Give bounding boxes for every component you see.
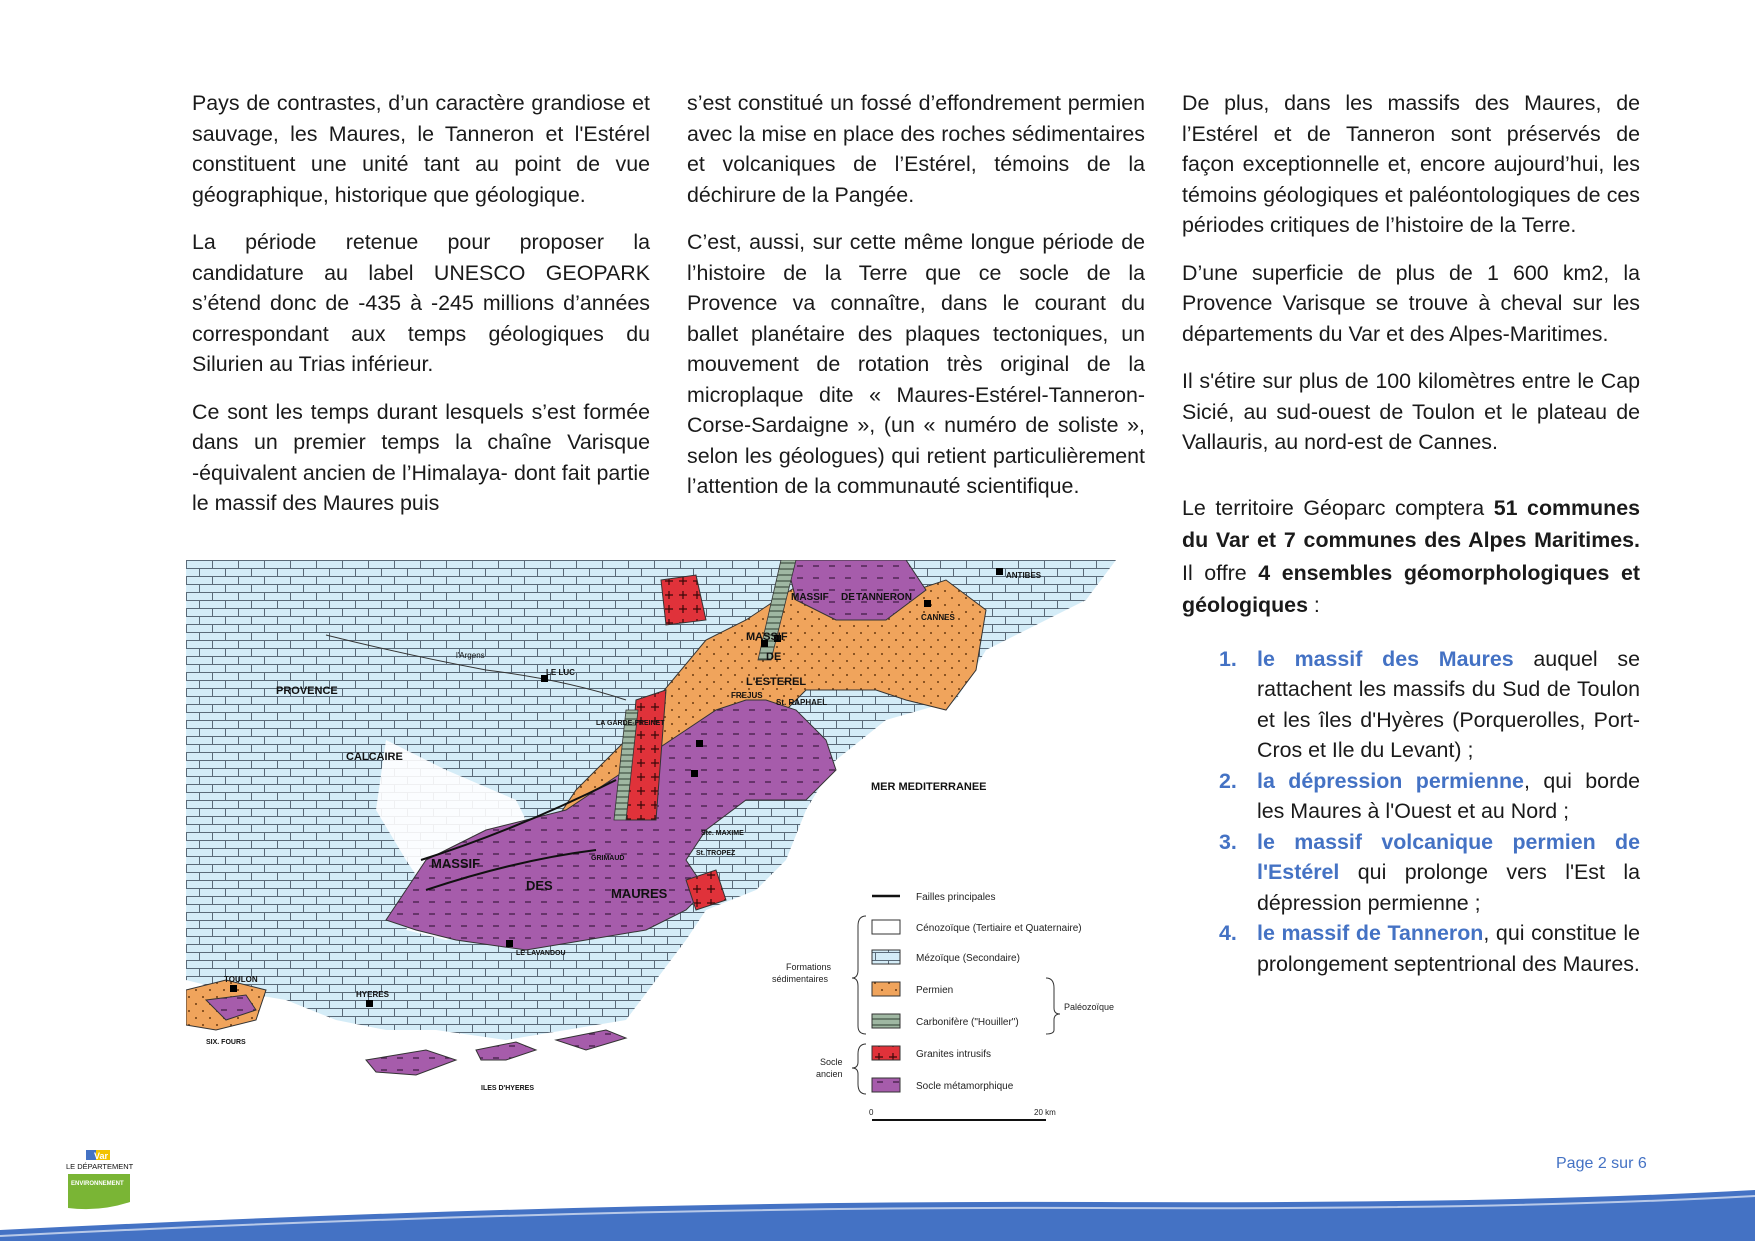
list-highlight: le massif volcanique permien de l'Estérel bbox=[1257, 829, 1640, 884]
legend-label: Granites intrusifs bbox=[916, 1049, 992, 1060]
legend-group-label: Paléozoïque bbox=[1064, 1002, 1115, 1012]
map-label-esterel: MASSIF bbox=[746, 631, 788, 643]
text: Le territoire Géoparc comptera bbox=[1182, 495, 1494, 520]
map-label-toulon: TOULON bbox=[224, 975, 258, 984]
text-bold: 4 ensembles géomorphologiques et géologiques bbox=[1182, 560, 1640, 617]
scale-label: 20 km bbox=[1034, 1108, 1056, 1117]
map-label-hyeres: HYERES bbox=[356, 990, 389, 999]
legend-swatch bbox=[872, 920, 900, 934]
paragraph: D’une superficie de plus de 1 600 km2, la Provence Varisque se trouve à cheval sur les départements du Var et des Alpes-Maritimes. bbox=[1182, 260, 1640, 346]
page-number bbox=[1556, 1155, 1647, 1173]
logo-mid-text: LE DÉPARTEMENT bbox=[66, 1162, 134, 1171]
list-number: 4. bbox=[1219, 921, 1237, 945]
logo-top-text: Var bbox=[94, 1151, 109, 1161]
legend-label: Carbonifère ("Houiller") bbox=[916, 1017, 1019, 1028]
map-label-mer: MER MEDITERRANEE bbox=[871, 781, 987, 793]
city-marker bbox=[230, 985, 237, 992]
paragraph: s’est constitué un fossé d’effondrement permien avec la mise en place des roches sédimentaires et volcaniques de l’Estérel, témoins de la déchirure de la Pangée. bbox=[687, 91, 1145, 207]
city-marker bbox=[691, 770, 698, 777]
list-text: , qui borde les Maures à l'Ouest et au Nord ; bbox=[1257, 768, 1640, 823]
list-text: , qui constitue le prolongement septentrional des Maures. bbox=[1257, 921, 1640, 976]
map-label-grimaud-visible: GRIMAUD bbox=[591, 855, 625, 862]
map-label-esterel: L'ESTEREL bbox=[746, 676, 807, 688]
legend-label: Socle métamorphique bbox=[916, 1081, 1014, 1092]
list-number: 1. bbox=[1219, 646, 1237, 671]
list-number: 2. bbox=[1219, 768, 1237, 793]
map-label-iles-hyeres: ILES D'HYERES bbox=[481, 1085, 535, 1092]
paragraph: C’est, aussi, sur cette même longue période de l’histoire de la Terre que ce socle de la Provence va connaître, dans le courant du ballet planétaire des plaques tectoniques, un mouvement de rotation très original de la microplaque dite « Maures-Estérel-Tanneron-Corse-Sardaigne », (un « numéro de soliste », selon les géologues) qui retient particulièrement l’attention de la communauté scientifique. bbox=[687, 230, 1145, 498]
paragraph: Il s'étire sur plus de 100 kilomètres entre le Cap Sicié, au sud-ouest de Toulon et le plateau de Vallauris, au nord-est de Cannes. bbox=[1182, 369, 1640, 454]
list-text: auquel se rattachent les massifs du Sud de Toulon et les îles d'Hyères (Porquerolles, Port-Cros et Ile du Levant) ; bbox=[1257, 646, 1640, 762]
map-label-provence: PROVENCE bbox=[276, 685, 338, 697]
text-column-3 bbox=[1182, 88, 1640, 979]
map-label-maures: MASSIF bbox=[431, 856, 481, 871]
map-label-maures: MAURES bbox=[611, 886, 668, 901]
city-marker bbox=[506, 940, 513, 947]
page-sep: sur bbox=[1606, 1155, 1638, 1172]
legend-swatch bbox=[872, 1014, 900, 1028]
page-label: Page bbox=[1556, 1155, 1598, 1172]
city-marker bbox=[366, 1000, 373, 1007]
map-label-tanneron: TANNERON bbox=[856, 592, 912, 603]
map-label-le-luc: LE LUC bbox=[546, 668, 575, 677]
list-highlight: la dépression permienne bbox=[1257, 768, 1524, 793]
page-total: 6 bbox=[1637, 1155, 1647, 1172]
footer-wave bbox=[0, 1180, 1755, 1241]
legend-swatch bbox=[872, 950, 900, 964]
text: Il offre bbox=[1182, 560, 1259, 585]
map-label-tanneron: DE bbox=[841, 592, 855, 603]
legend-label: Cénozoïque (Tertiaire et Quaternaire) bbox=[916, 923, 1082, 934]
map-label-lavandou: LE LAVANDOU bbox=[516, 950, 566, 957]
text-column-1 bbox=[192, 88, 650, 519]
legend-group-label: Socle bbox=[820, 1057, 843, 1067]
list-text: qui prolonge vers l'Est la dépression permienne ; bbox=[1257, 860, 1640, 915]
map-label-esterel: DE bbox=[766, 651, 782, 663]
paragraph: De plus, dans les massifs des Maures, de l’Estérel et de Tanneron sont préservés de façon exceptionnelle et, encore aujourd’hui, les témoins géologiques et paléontologiques de ces périodes critiques de l’histoire de la Terre. bbox=[1182, 91, 1640, 237]
city-marker bbox=[696, 740, 703, 747]
list-item bbox=[1219, 827, 1640, 919]
legend-swatch bbox=[872, 1078, 900, 1092]
paragraph: Pays de contrastes, d’un caractère grandiose et sauvage, les Maures, le Tanneron et l'Estérel constituent une unité tant au point de vue géographique, historique que géologique. bbox=[192, 91, 650, 207]
page-current: 2 bbox=[1597, 1155, 1607, 1172]
map-label-frejus: FREJUS bbox=[731, 691, 763, 700]
list-highlight: le massif de Tanneron bbox=[1257, 921, 1484, 945]
map-label-antibes: ANTIBES bbox=[1006, 571, 1042, 580]
paragraph: La période retenue pour proposer la candidature au label UNESCO GEOPARK s’étend donc de -435 à -245 millions d’années correspondant aux temps géologiques du Silurien au Trias inférieur. bbox=[192, 230, 650, 376]
city-marker bbox=[924, 600, 931, 607]
map-label-cannes: CANNES bbox=[921, 613, 955, 622]
map-label-st-raphael: St. RAPHAEL bbox=[776, 698, 828, 707]
list-number: 3. bbox=[1219, 829, 1237, 854]
city-marker bbox=[996, 568, 1003, 575]
paragraph-geoparc bbox=[1182, 492, 1640, 622]
legend-swatch bbox=[872, 982, 900, 996]
map-label-tanneron: MASSIF bbox=[791, 592, 829, 603]
list-highlight: le massif des Maures bbox=[1257, 646, 1514, 671]
legend-group-label: ancien bbox=[816, 1069, 843, 1079]
map-label-st-tropez: St. TROPEZ bbox=[696, 850, 736, 857]
scale-label-zero: 0 bbox=[869, 1108, 874, 1117]
list-item bbox=[1219, 918, 1640, 979]
legend-label: Failles principales bbox=[916, 892, 996, 903]
text: : bbox=[1307, 593, 1320, 617]
text-column-2 bbox=[687, 88, 1145, 519]
legend-swatch bbox=[872, 1046, 900, 1060]
text-bold: 51 communes du Var et 7 communes des Alpes Maritimes. bbox=[1182, 495, 1640, 552]
legend-label: Mézoïque (Secondaire) bbox=[916, 953, 1020, 964]
paragraph: Ce sont les temps durant lesquels s’est formée dans un premier temps la chaîne Varisque -équivalent ancien de l’Himalaya- dont fait partie le massif des Maures puis bbox=[192, 399, 650, 515]
legend-group-label: sédimentaires bbox=[772, 974, 829, 984]
list-item bbox=[1219, 766, 1640, 827]
map-label-ste-maxime: Ste. MAXIME bbox=[701, 830, 744, 837]
map-label-garde: LA GARDE-FREINET bbox=[596, 720, 665, 727]
logo-bottom-text: ENVIRONNEMENT bbox=[71, 1181, 124, 1187]
map-label-six-fours: SIX. FOURS bbox=[206, 1039, 246, 1046]
ensembles-list bbox=[1182, 644, 1640, 980]
map-label-calcaire: CALCAIRE bbox=[346, 751, 403, 763]
map-label-argens: l'Argens bbox=[456, 651, 485, 660]
map-label-maures: DES bbox=[526, 878, 553, 893]
legend-group-label: Formations bbox=[786, 962, 832, 972]
legend-label: Permien bbox=[916, 985, 954, 996]
geological-map bbox=[186, 560, 1146, 1132]
list-item bbox=[1219, 644, 1640, 766]
